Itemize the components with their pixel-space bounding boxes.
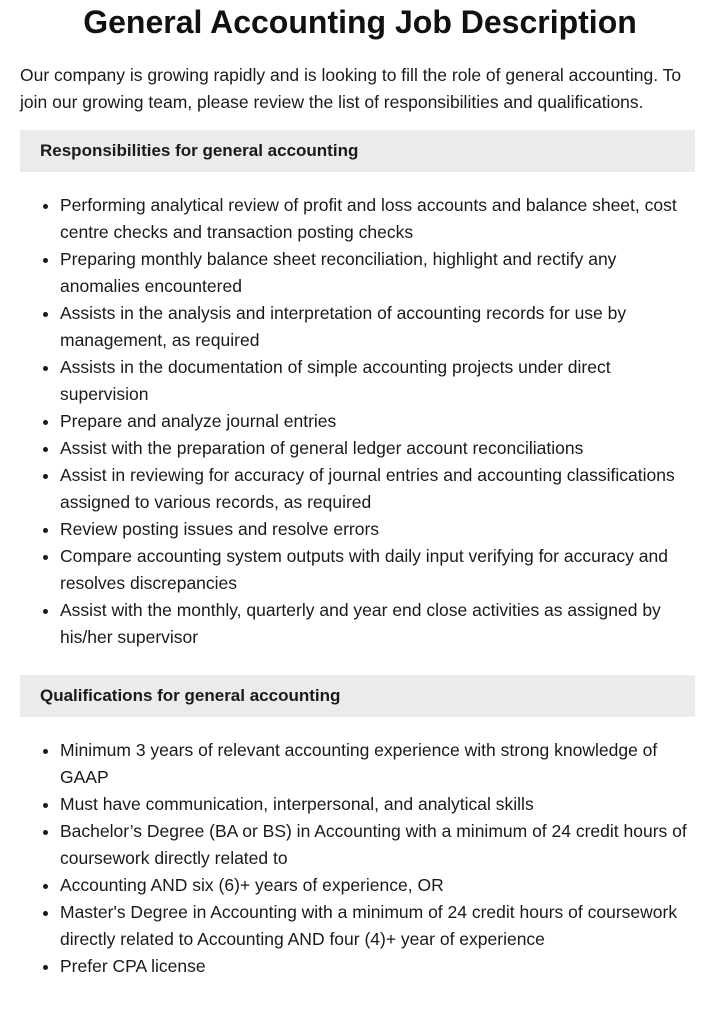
list-item: • Assists in the analysis and interpretation of accounting records for use by management, as required [60, 300, 695, 354]
list-item: • Prepare and analyze journal entries [60, 408, 695, 435]
list-item: • Preparing monthly balance sheet reconciliation, highlight and rectify any anomalies encountered [60, 246, 695, 300]
intro-paragraph: Our company is growing rapidly and is looking to fill the role of general accounting. To join our growing team, please review the list of responsibilities and qualifications. [20, 65, 682, 112]
qualifications-heading: Qualifications for general accounting [20, 675, 695, 717]
list-item: • Compare accounting system outputs with daily input verifying for accuracy and resolves discrepancies [60, 543, 695, 597]
list-item: • Bachelor’s Degree (BA or BS) in Accounting with a minimum of 24 credit hours of coursework directly related to [60, 818, 695, 872]
page-title: General Accounting Job Description [83, 4, 637, 40]
list-item: • Assists in the documentation of simple accounting projects under direct supervision [60, 354, 695, 408]
list-item: • Assist in reviewing for accuracy of journal entries and accounting classifications assigned to various records, as required [60, 462, 695, 516]
list-item: • Master's Degree in Accounting with a minimum of 24 credit hours of coursework directly related to Accounting AND four (4)+ year of experience [60, 899, 695, 953]
qualifications-list [20, 737, 695, 980]
list-item: • Minimum 3 years of relevant accounting experience with strong knowledge of GAAP [60, 737, 695, 791]
responsibilities-list [20, 192, 695, 651]
list-item: • Assist with the monthly, quarterly and year end close activities as assigned by his/her supervisor [60, 597, 695, 651]
responsibilities-heading: Responsibilities for general accounting [20, 130, 695, 172]
list-item: • Prefer CPA license [60, 953, 695, 980]
list-item: • Review posting issues and resolve errors [60, 516, 695, 543]
list-item: • Accounting AND six (6)+ years of experience, OR [60, 872, 695, 899]
list-item: • Performing analytical review of profit and loss accounts and balance sheet, cost centre checks and transaction posting checks [60, 192, 695, 246]
list-item: • Assist with the preparation of general ledger account reconciliations [60, 435, 695, 462]
list-item: • Must have communication, interpersonal, and analytical skills [60, 791, 695, 818]
